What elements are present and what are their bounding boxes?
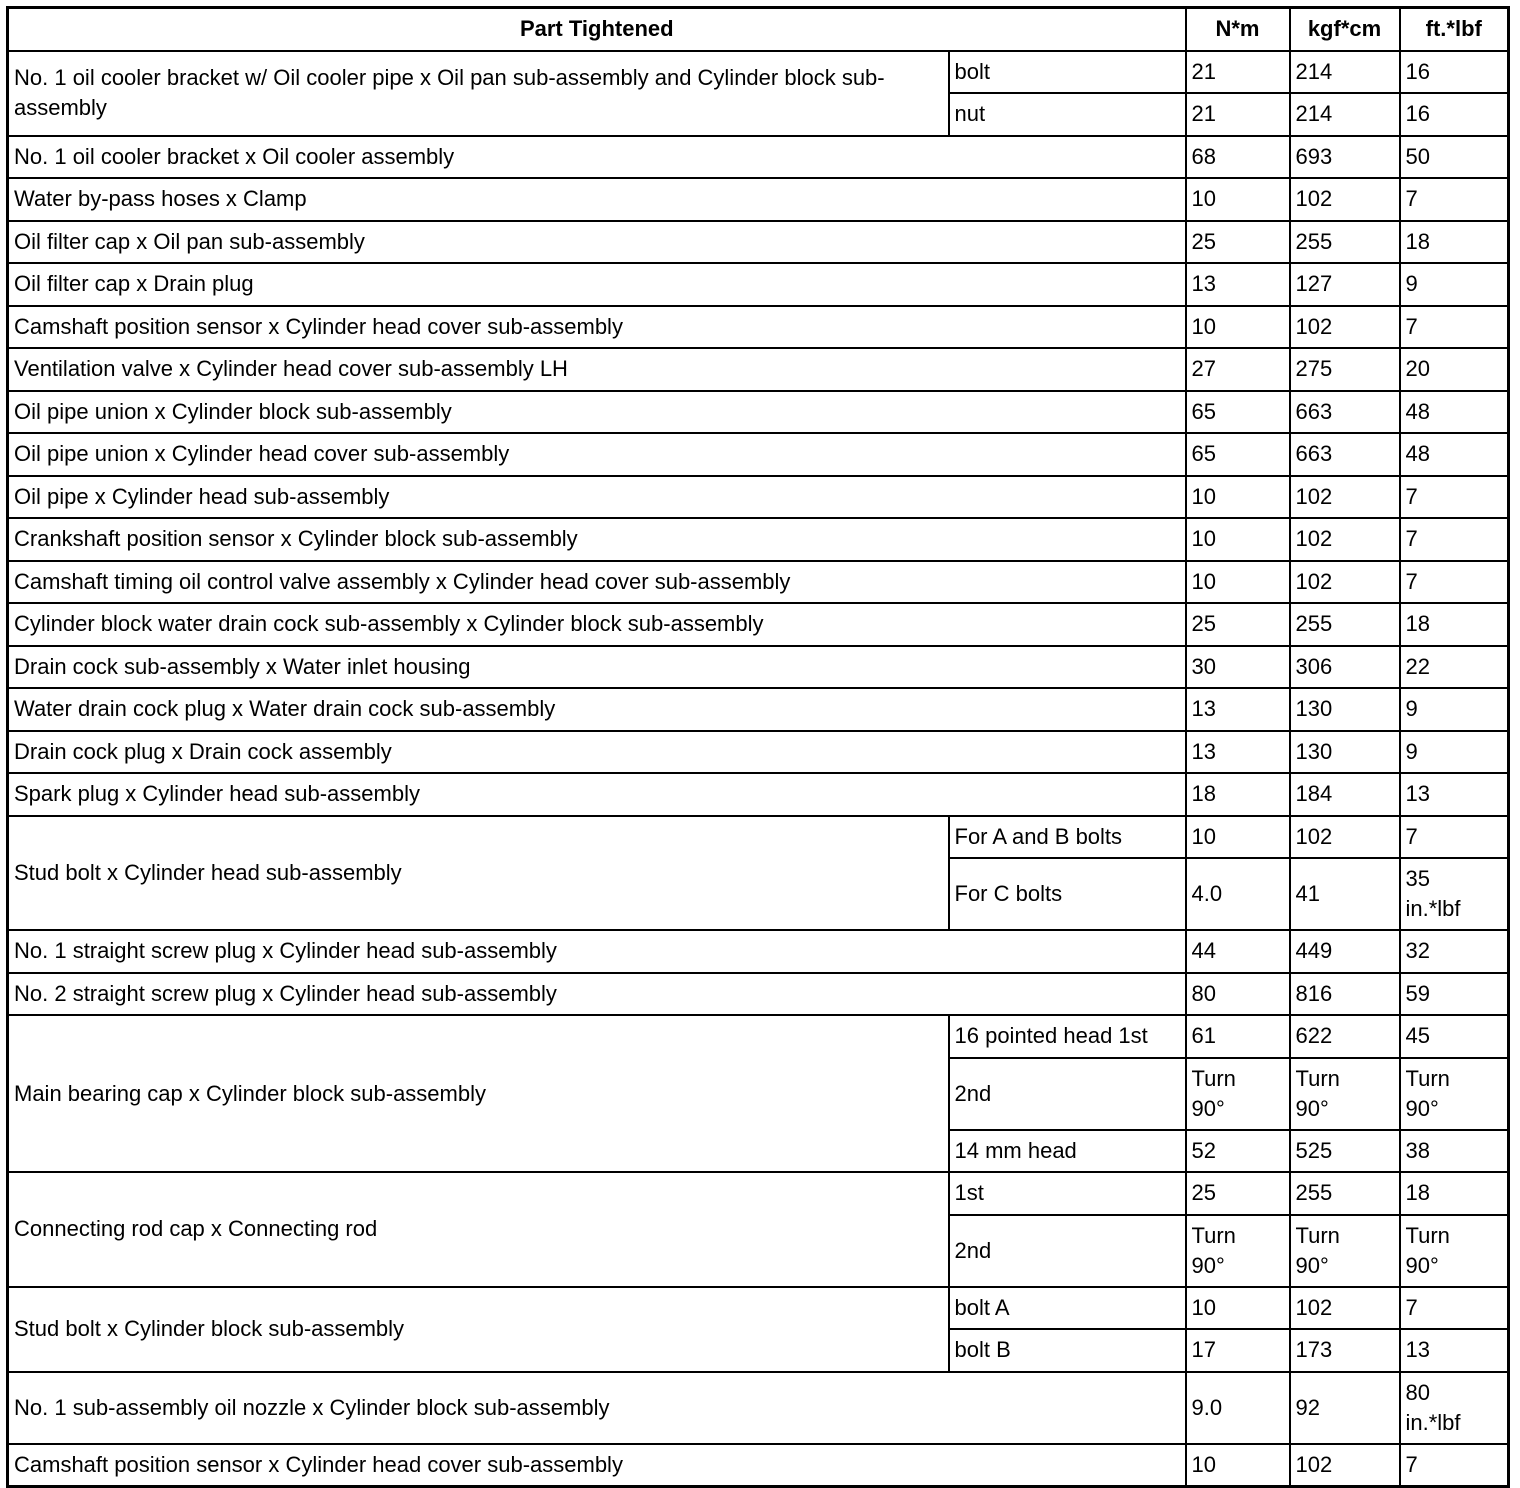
kgf-cm-cell: 275 [1290,348,1400,391]
condition-cell: bolt B [949,1329,1186,1372]
kgf-cm-cell: 663 [1290,433,1400,476]
part-cell: Oil filter cap x Oil pan sub-assembly [8,221,1186,264]
part-cell: No. 1 oil cooler bracket x Oil cooler assembly [8,136,1186,179]
table-row [8,1172,1509,1215]
table-row [8,51,1509,94]
nm-cell: 80 [1186,973,1290,1016]
ft-lbf-cell: 35 in.*lbf [1400,858,1509,930]
kgf-cm-cell: 255 [1290,603,1400,646]
table-row [8,1444,1509,1487]
part-cell: Stud bolt x Cylinder head sub-assembly [8,816,949,931]
table-row [8,1372,1509,1444]
table-row [8,688,1509,731]
kgf-cm-cell: 255 [1290,221,1400,264]
condition-cell: 2nd [949,1058,1186,1130]
nm-cell: Turn 90° [1186,1058,1290,1130]
ft-lbf-cell: 80 in.*lbf [1400,1372,1509,1444]
part-cell: No. 1 straight screw plug x Cylinder head sub-assembly [8,930,1186,973]
kgf-cm-cell: Turn 90° [1290,1058,1400,1130]
ft-lbf-cell: 7 [1400,178,1509,221]
kgf-cm-cell: 184 [1290,773,1400,816]
nm-cell: 17 [1186,1329,1290,1372]
part-cell: Oil pipe union x Cylinder head cover sub-assembly [8,433,1186,476]
nm-cell: 52 [1186,1130,1290,1173]
part-cell: Oil pipe x Cylinder head sub-assembly [8,476,1186,519]
ft-lbf-cell: 32 [1400,930,1509,973]
part-cell: Connecting rod cap x Connecting rod [8,1172,949,1287]
nm-cell: 10 [1186,561,1290,604]
nm-cell: 13 [1186,263,1290,306]
table-row [8,433,1509,476]
nm-cell: 68 [1186,136,1290,179]
ft-lbf-cell: Turn 90° [1400,1215,1509,1287]
table-row [8,136,1509,179]
part-cell: Main bearing cap x Cylinder block sub-assembly [8,1015,949,1172]
ft-lbf-cell: 38 [1400,1130,1509,1173]
part-cell: Camshaft position sensor x Cylinder head cover sub-assembly [8,1444,1186,1487]
ft-lbf-cell: 16 [1400,93,1509,136]
kgf-cm-cell: 102 [1290,1444,1400,1487]
nm-cell: 10 [1186,1287,1290,1330]
ft-lbf-cell: 9 [1400,263,1509,306]
condition-cell: For C bolts [949,858,1186,930]
kgf-cm-cell: 255 [1290,1172,1400,1215]
table-row [8,1287,1509,1330]
nm-cell: 25 [1186,603,1290,646]
ft-lbf-cell: 18 [1400,603,1509,646]
ft-lbf-cell: 48 [1400,433,1509,476]
table-row [8,731,1509,774]
part-cell: No. 2 straight screw plug x Cylinder head sub-assembly [8,973,1186,1016]
condition-cell: 1st [949,1172,1186,1215]
kgf-cm-cell: Turn 90° [1290,1215,1400,1287]
condition-cell: For A and B bolts [949,816,1186,859]
nm-cell: 21 [1186,93,1290,136]
part-cell: Oil pipe union x Cylinder block sub-assembly [8,391,1186,434]
condition-cell: 16 pointed head 1st [949,1015,1186,1058]
header-kgf-cm: kgf*cm [1290,8,1400,51]
table-row [8,348,1509,391]
nm-cell: 65 [1186,391,1290,434]
nm-cell: 65 [1186,433,1290,476]
kgf-cm-cell: 130 [1290,731,1400,774]
part-cell: Cylinder block water drain cock sub-assembly x Cylinder block sub-assembly [8,603,1186,646]
kgf-cm-cell: 693 [1290,136,1400,179]
ft-lbf-cell: 9 [1400,688,1509,731]
part-cell: No. 1 oil cooler bracket w/ Oil cooler pipe x Oil pan sub-assembly and Cylinder block sub-assembly [8,51,949,136]
condition-cell: nut [949,93,1186,136]
ft-lbf-cell: 7 [1400,816,1509,859]
condition-cell: 2nd [949,1215,1186,1287]
kgf-cm-cell: 102 [1290,178,1400,221]
ft-lbf-cell: 18 [1400,1172,1509,1215]
table-row [8,930,1509,973]
part-cell: Oil filter cap x Drain plug [8,263,1186,306]
ft-lbf-cell: 13 [1400,773,1509,816]
part-cell: Spark plug x Cylinder head sub-assembly [8,773,1186,816]
nm-cell: 61 [1186,1015,1290,1058]
part-cell: Ventilation valve x Cylinder head cover sub-assembly LH [8,348,1186,391]
torque-spec-table [6,6,1510,1488]
table-row [8,391,1509,434]
kgf-cm-cell: 92 [1290,1372,1400,1444]
header-nm: N*m [1186,8,1290,51]
ft-lbf-cell: 13 [1400,1329,1509,1372]
kgf-cm-cell: 816 [1290,973,1400,1016]
nm-cell: 10 [1186,306,1290,349]
kgf-cm-cell: 41 [1290,858,1400,930]
table-row [8,773,1509,816]
nm-cell: 10 [1186,178,1290,221]
header-ft-lbf: ft.*lbf [1400,8,1509,51]
nm-cell: 13 [1186,731,1290,774]
ft-lbf-cell: 7 [1400,476,1509,519]
nm-cell: 10 [1186,518,1290,561]
kgf-cm-cell: 102 [1290,306,1400,349]
kgf-cm-cell: 663 [1290,391,1400,434]
table-row [8,221,1509,264]
ft-lbf-cell: 45 [1400,1015,1509,1058]
kgf-cm-cell: 214 [1290,51,1400,94]
part-cell: Drain cock plug x Drain cock assembly [8,731,1186,774]
nm-cell: 25 [1186,221,1290,264]
nm-cell: 30 [1186,646,1290,689]
nm-cell: 18 [1186,773,1290,816]
kgf-cm-cell: 102 [1290,476,1400,519]
ft-lbf-cell: 7 [1400,306,1509,349]
kgf-cm-cell: 173 [1290,1329,1400,1372]
kgf-cm-cell: 449 [1290,930,1400,973]
table-row [8,178,1509,221]
part-cell: Crankshaft position sensor x Cylinder block sub-assembly [8,518,1186,561]
nm-cell: 10 [1186,476,1290,519]
table-row [8,263,1509,306]
nm-cell: 10 [1186,816,1290,859]
table-row [8,816,1509,859]
ft-lbf-cell: 7 [1400,1287,1509,1330]
part-cell: Water by-pass hoses x Clamp [8,178,1186,221]
ft-lbf-cell: 59 [1400,973,1509,1016]
ft-lbf-cell: 22 [1400,646,1509,689]
table-body [8,51,1509,1487]
ft-lbf-cell: 7 [1400,1444,1509,1487]
header-part-tightened: Part Tightened [8,8,1186,51]
nm-cell: 13 [1186,688,1290,731]
condition-cell: bolt A [949,1287,1186,1330]
part-cell: Drain cock sub-assembly x Water inlet housing [8,646,1186,689]
table-row [8,603,1509,646]
ft-lbf-cell: 7 [1400,518,1509,561]
part-cell: Camshaft timing oil control valve assembly x Cylinder head cover sub-assembly [8,561,1186,604]
nm-cell: 4.0 [1186,858,1290,930]
nm-cell: Turn 90° [1186,1215,1290,1287]
header-row [8,8,1509,51]
nm-cell: 10 [1186,1444,1290,1487]
kgf-cm-cell: 102 [1290,1287,1400,1330]
kgf-cm-cell: 102 [1290,518,1400,561]
table-row [8,561,1509,604]
kgf-cm-cell: 102 [1290,816,1400,859]
part-cell: Water drain cock plug x Water drain cock sub-assembly [8,688,1186,731]
nm-cell: 27 [1186,348,1290,391]
part-cell: Stud bolt x Cylinder block sub-assembly [8,1287,949,1372]
ft-lbf-cell: 9 [1400,731,1509,774]
ft-lbf-cell: 7 [1400,561,1509,604]
nm-cell: 44 [1186,930,1290,973]
kgf-cm-cell: 622 [1290,1015,1400,1058]
table-row [8,518,1509,561]
kgf-cm-cell: 127 [1290,263,1400,306]
ft-lbf-cell: 48 [1400,391,1509,434]
part-cell: No. 1 sub-assembly oil nozzle x Cylinder block sub-assembly [8,1372,1186,1444]
table-row [8,646,1509,689]
kgf-cm-cell: 306 [1290,646,1400,689]
table-row [8,1015,1509,1058]
ft-lbf-cell: 16 [1400,51,1509,94]
kgf-cm-cell: 102 [1290,561,1400,604]
kgf-cm-cell: 214 [1290,93,1400,136]
ft-lbf-cell: Turn 90° [1400,1058,1509,1130]
ft-lbf-cell: 18 [1400,221,1509,264]
table-row [8,973,1509,1016]
nm-cell: 25 [1186,1172,1290,1215]
table-row [8,476,1509,519]
kgf-cm-cell: 525 [1290,1130,1400,1173]
kgf-cm-cell: 130 [1290,688,1400,731]
nm-cell: 21 [1186,51,1290,94]
nm-cell: 9.0 [1186,1372,1290,1444]
part-cell: Camshaft position sensor x Cylinder head cover sub-assembly [8,306,1186,349]
ft-lbf-cell: 50 [1400,136,1509,179]
condition-cell: 14 mm head [949,1130,1186,1173]
table-row [8,306,1509,349]
ft-lbf-cell: 20 [1400,348,1509,391]
condition-cell: bolt [949,51,1186,94]
